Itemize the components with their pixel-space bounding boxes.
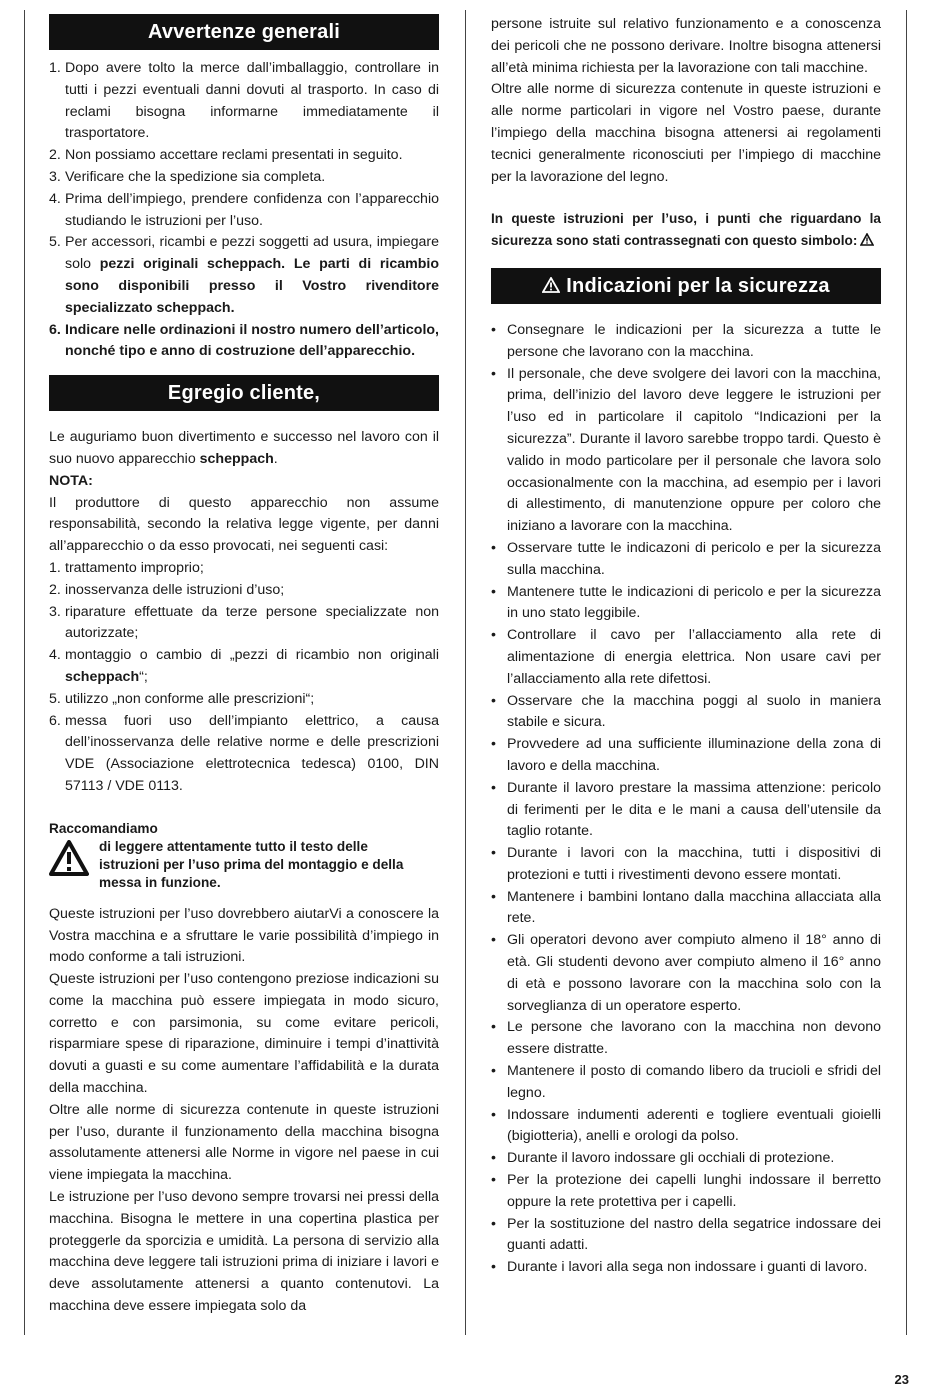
intro-paragraphs: [49, 904, 439, 1318]
list-item: 3. riparature effettuate da terze persone specializzate non autorizzate;: [49, 603, 439, 642]
paragraph: Queste istruzioni per l’uso contengono preziose indicazioni su come la macchina può essere impiegata in modo sicuro, corretto e con parsimonia, su come evitare pericoli, risparmiare spese di riparazione, diminuire i tempi d’inattività dovuti a guasti e su come aumentare l’affidabilità e la durata della macchina.: [49, 971, 439, 1097]
list-item: • Per la protezione dei capelli lunghi indossare il berretto oppure la rete protettiva per i capelli.: [491, 1170, 881, 1214]
list-item: • Mantenere il posto di comando libero da trucioli e sfridi del legno.: [491, 1061, 881, 1105]
list-item: • Osservare che la macchina poggi al suolo in maniera stabile e sicura.: [491, 691, 881, 735]
recommend-text: di leggere attentamente tutto il testo delle istruzioni per l’uso prima del montaggio e della messa in funzione.: [99, 838, 404, 890]
list-item: • Durante i lavori con la macchina, tutti i dispositivi di protezioni e tutti i rivestimenti devono essere montati.: [491, 843, 881, 887]
list-item: 4. Prima dell’impiego, prendere confidenza con l’apparecchio studiando le istruzioni per l’uso.: [49, 190, 439, 229]
list-item: • Il personale, che deve svolgere dei lavori con la macchina, prima, dell’inizio del lavoro deve leggere le istruzioni per l’uso ed in particolare il capitolo “Indicazioni per la sicurezza”. Durante il lavoro sarebbe troppo tardi. Questo è valido in modo particolare per il personale che lavora solo occasionalmente con la macchina, ad esempio per i lavori di allestimento, di manutenzione oppure per coloro che iniziano a lavorare con la macchina.: [491, 364, 881, 538]
column-divider-rule: [465, 10, 466, 1335]
list-item: • Mantenere tutte le indicazioni di pericolo e per la sicurezza in uno stato leggibile.: [491, 582, 881, 626]
list-item: 5. utilizzo „non conforme alle prescrizioni“;: [49, 690, 315, 707]
page-number: 23: [894, 1372, 909, 1388]
recommend-title: Raccomandiamo: [49, 820, 158, 836]
right-column: [491, 14, 881, 1279]
left-margin-rule: [24, 10, 25, 1335]
list-item: • Mantenere i bambini lontano dalla macchina allacciata alla rete.: [491, 887, 881, 931]
list-item: • Durante il lavoro prestare la massima attenzione: pericolo di ferimenti per le dita e le mani a causa dell’utensile da taglio rotante.: [491, 778, 881, 843]
list-item: • Consegnare le indicazioni per la sicurezza a tutte le persone che lavorano con la macchina.: [491, 320, 881, 364]
list-item: • Provvedere ad una sufficiente illuminazione della zona di lavoro e della macchina.: [491, 734, 881, 778]
list-item: • Durante i lavori alla sega non indossare i guanti di lavoro.: [491, 1257, 881, 1279]
list-item: • Per la sostituzione del nastro della segatrice indossare dei guanti adatti.: [491, 1214, 881, 1258]
left-column: [49, 14, 439, 1318]
liability-cases-list: [49, 558, 439, 798]
list-item: • Durante il lavoro indossare gli occhiali di protezione.: [491, 1148, 881, 1170]
list-item: 3. Verificare che la spedizione sia completa.: [49, 168, 326, 185]
warning-triangle-icon: [542, 277, 560, 293]
paragraph: Queste istruzioni per l’uso dovrebbero aiutarVi a conoscere la Vostra macchina e a sfruttare le varie possibilità d’impiego in modo conforme a tali istruzioni.: [49, 905, 439, 966]
list-item: 2. Non possiamo accettare reclami presentati in seguito.: [49, 147, 403, 164]
greeting-text: Le auguriamo buon divertimento e successo nel lavoro con il suo nuovo apparecchio scheppach.: [49, 429, 439, 467]
heading-avvertenze-generali: Avvertenze generali: [49, 14, 439, 50]
nota-text: Il produttore di questo apparecchio non assume responsabilità, secondo la relativa legge vigente, per danni all’apparecchio o da esso provocati, nei seguenti casi:: [49, 494, 439, 555]
list-item: 2. inosservanza delle istruzioni d’uso;: [49, 581, 285, 598]
list-item: • Controllare il cavo per l’allacciamento alla rete di alimentazione di energia elettrica. Non usare cavi per l’allacciamento alla rete difettosi.: [491, 625, 881, 690]
heading-egregio-cliente: Egregio cliente,: [49, 375, 439, 411]
heading-indicazioni-sicurezza: Indicazioni per la sicurezza: [491, 268, 881, 304]
warning-triangle-icon: [860, 233, 874, 246]
list-item: • Indossare indumenti aderenti e togliere eventuali gioielli (bigiotteria), anelli e orologi da polso.: [491, 1105, 881, 1149]
general-notes-list: [49, 58, 439, 363]
safety-list: [491, 320, 881, 1279]
symbol-note: In queste istruzioni per l’uso, i punti che riguardano la sicurezza sono stati contrassegnati con questo simbolo:: [491, 211, 881, 249]
list-item: 1. Dopo avere tolto la merce dall’imballaggio, controllare in tutti i pezzi eventuali danni dovuti al trasporto. In caso di reclami bisogna informarne immediatamente il trasportatore.: [49, 60, 439, 142]
list-item: 1. trattamento improprio;: [49, 559, 204, 576]
list-item: • Le persone che lavorano con la macchina non devono essere distratte.: [491, 1017, 881, 1061]
list-item: 4. montaggio o cambio di „pezzi di ricambio non originali scheppach“;: [49, 647, 439, 685]
recommendation-block: [49, 820, 439, 892]
list-item: • Gli operatori devono aver compiuto almeno il 18° anno di età. Gli studenti devono aver compiuto almeno il 16° anno di età e possono lavorare con la macchina solo con la sorveglianza di un operatore esperto.: [491, 930, 881, 1017]
paragraph: persone istruite sul relativo funzionamento e a conoscenza dei pericoli che ne possono derivare. Inoltre bisogna attenersi all’età minima richiesta per la lavorazione con tali macchine.: [491, 16, 881, 76]
paragraph: Le istruzione per l’uso devono sempre trovarsi nei pressi della macchina. Bisogna le mettere in una copertina plastica per proteggerle da sporcizia e umidità. La persona di servizio alla macchina deve leggere tali istruzioni prima di iniziare i lavori e deve assolutamente attenersi a quanto contenutovi. La macchina deve essere impiegata solo da: [49, 1189, 439, 1315]
list-item: • Osservare tutte le indicazoni di pericolo e per la sicurezza sulla macchina.: [491, 538, 881, 582]
warning-triangle-icon: [49, 840, 89, 876]
nota-label: NOTA:: [49, 472, 93, 489]
right-margin-rule: [906, 10, 907, 1335]
list-item: 6. Indicare nelle ordinazioni il nostro numero dell’articolo, nonché tipo e anno di costruzione dell’apparecchio.: [49, 321, 439, 360]
paragraph: Oltre alle norme di sicurezza contenute in queste istruzioni e alle norme particolari in vigore nel Vostro paese, durante l’impiego della macchina bisogna attenersi ai regolamenti tecnici generalmente riconosciuti per l’impiego di macchine per la lavorazione del legno.: [491, 81, 881, 185]
list-item: 5. Per accessori, ricambi e pezzi soggetti ad usura, impiegare solo pezzi originali scheppach. Le parti di ricambio sono disponibili presso il Vostro rivenditore specializzato scheppach.: [49, 234, 439, 316]
paragraph: Oltre alle norme di sicurezza contenute in queste istruzioni per l’uso, durante il funzionamento della macchina bisogna assolutamente attenersi alle Norme in vigore nel paese in cui viene impiegata la macchina.: [49, 1101, 439, 1184]
list-item: 6. messa fuori uso dell’impianto elettrico, a causa dell’inosservanza delle relative norme e delle prescrizioni VDE (Associazione elettrotecnica tedesca) 0100, DIN 57113 / VDE 0113.: [49, 712, 439, 794]
